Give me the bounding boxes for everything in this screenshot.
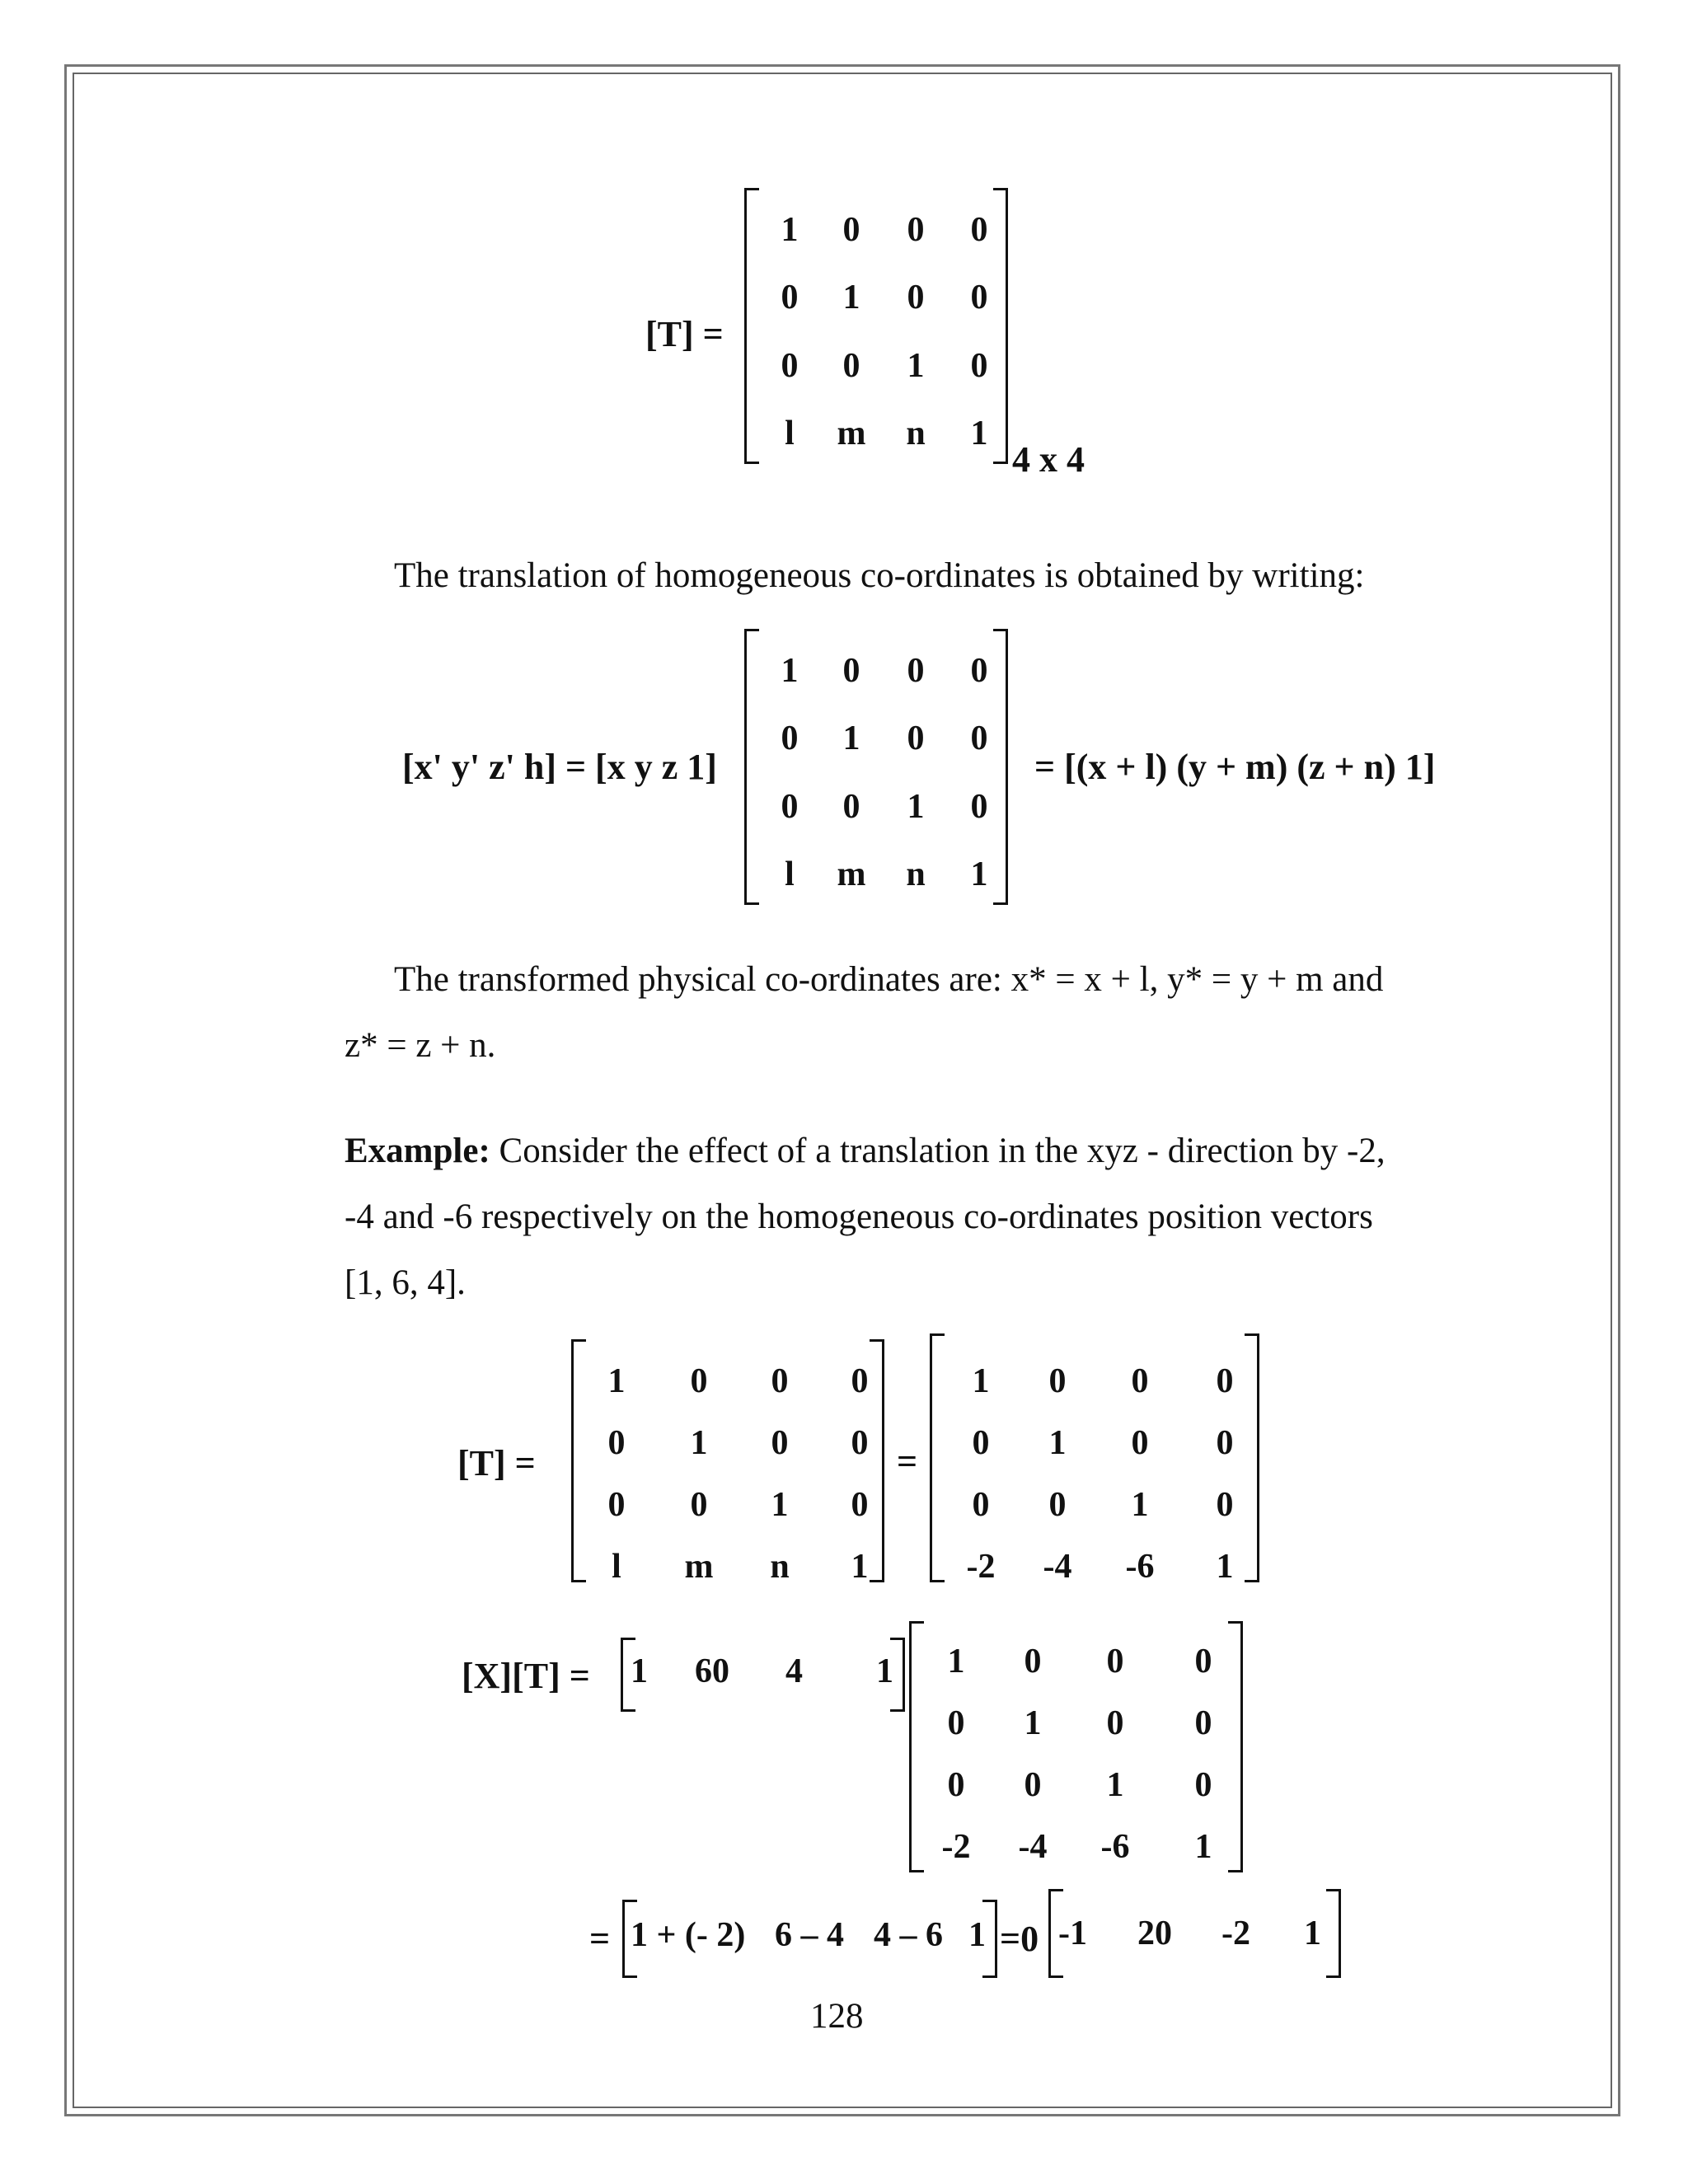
page-number: 128 [810, 1997, 864, 2036]
matrix-cell: 1 [907, 347, 925, 385]
row-cell: 6 – 4 [775, 1916, 844, 1954]
matrix-cell: m [684, 1548, 714, 1586]
homogeneous-rhs: = [(x + l) (y + m) (z + n) 1] [1034, 747, 1436, 787]
translation-matrix-numeric-2 [909, 1621, 1243, 1872]
matrix-cell: l [785, 415, 795, 452]
matrix-cell: 0 [1216, 1362, 1234, 1400]
matrix-cell: 1 [970, 855, 988, 893]
row-cell: -1 [1058, 1915, 1087, 1952]
matrix-cell: 0 [972, 1486, 990, 1524]
matrix-label-t-2: [T] = [457, 1443, 536, 1483]
matrix-cell: 0 [842, 211, 860, 249]
example-label: Example: [345, 1132, 490, 1170]
matrix-cell: 0 [970, 719, 988, 757]
matrix-cell: l [612, 1548, 621, 1586]
matrix-cell: 1 [970, 415, 988, 452]
matrix-cell: 0 [907, 719, 925, 757]
row-cell: 4 [785, 1652, 803, 1690]
matrix-cell: 0 [1216, 1486, 1234, 1524]
matrix-cell: n [906, 855, 926, 893]
row-cell: 4 – 6 [874, 1916, 943, 1954]
matrix-cell: 1 [842, 279, 860, 316]
matrix-cell: 0 [970, 347, 988, 385]
matrix-cell: 0 [690, 1362, 708, 1400]
paragraph-physical-coords-line2: z* = z + n. [345, 1026, 496, 1065]
matrix-cell: 1 [771, 1486, 789, 1524]
matrix-cell: 1 [851, 1548, 869, 1586]
matrix-cell: 1 [947, 1643, 965, 1680]
matrix-cell: n [906, 415, 926, 452]
matrix-cell: -2 [966, 1548, 996, 1586]
matrix-cell: -6 [1100, 1828, 1130, 1866]
example-line2: -4 and -6 respectively on the homogeneous co-ordinates position vectors [345, 1197, 1373, 1236]
matrix-cell: 0 [1106, 1643, 1124, 1680]
matrix-cell: 0 [1216, 1424, 1234, 1462]
matrix-cell: 0 [970, 652, 988, 690]
result-mid-equals: =0 [1000, 1919, 1039, 1959]
matrix-cell: 0 [842, 347, 860, 385]
matrix-cell: 0 [1131, 1362, 1149, 1400]
matrix-cell: 0 [690, 1486, 708, 1524]
example-text: Consider the effect of a translation in the xyz - direction by -2, [490, 1132, 1386, 1170]
matrix-cell: 0 [1194, 1704, 1212, 1742]
matrix-cell: 1 [781, 652, 799, 690]
result-prefix-equals: = [589, 1919, 611, 1959]
matrix-cell: 0 [907, 279, 925, 316]
matrix-cell: 0 [607, 1424, 626, 1462]
matrix-cell: l [785, 855, 795, 893]
row-cell: -2 [1221, 1915, 1250, 1952]
matrix-cell: 0 [947, 1766, 965, 1804]
matrix-cell: 0 [1048, 1486, 1067, 1524]
matrix-cell: 0 [1194, 1643, 1212, 1680]
result-expression-row [622, 1900, 997, 1978]
matrix-cell: -4 [1018, 1828, 1048, 1866]
matrix-cell: 1 [1194, 1828, 1212, 1866]
row-cell: 1 [1304, 1915, 1321, 1952]
row-cell: 60 [695, 1652, 729, 1690]
row-cell: 1 + (- 2) [631, 1916, 746, 1954]
paragraph-translation-intro: The translation of homogeneous co-ordinates is obtained by writing: [394, 556, 1365, 595]
matrix-cell: 1 [1106, 1766, 1124, 1804]
matrix-cell: 0 [970, 279, 988, 316]
matrix-cell: 0 [851, 1424, 869, 1462]
matrix-cell: 0 [771, 1424, 789, 1462]
matrix-cell: 0 [1048, 1362, 1067, 1400]
matrix-cell: 1 [607, 1362, 626, 1400]
matrix-cell: 0 [972, 1424, 990, 1462]
matrix-cell: -2 [941, 1828, 971, 1866]
matrix-cell: 0 [607, 1486, 626, 1524]
matrix-cell: 1 [1048, 1424, 1067, 1462]
matrix-size-subscript: 4 x 4 [1012, 439, 1085, 480]
matrix-cell: m [837, 855, 866, 893]
matrix-cell: 0 [907, 211, 925, 249]
matrix-cell: 0 [781, 719, 799, 757]
matrix-cell: 0 [842, 652, 860, 690]
translation-matrix-numeric [930, 1333, 1259, 1586]
matrix-cell: 0 [781, 279, 799, 316]
matrix-cell: 1 [1216, 1548, 1234, 1586]
position-vector-row [621, 1638, 905, 1712]
result-vector-row [1048, 1889, 1341, 1978]
matrix-cell: m [837, 415, 866, 452]
translation-matrix-generic-2 [744, 629, 1008, 905]
matrix-label-t: [T] = [645, 314, 724, 354]
matrix-cell: -6 [1125, 1548, 1155, 1586]
matrix-cell: 0 [1024, 1766, 1042, 1804]
translation-matrix-generic [744, 188, 1008, 464]
matrix-cell: 1 [1024, 1704, 1042, 1742]
matrix-cell: 0 [842, 788, 860, 826]
homogeneous-lhs: [x' y' z' h] = [x y z 1] [402, 747, 717, 787]
matrix-cell: 1 [781, 211, 799, 249]
matrix-cell: -4 [1043, 1548, 1072, 1586]
row-cell: 1 [968, 1916, 986, 1954]
paragraph-physical-coords-line1: The transformed physical co-ordinates are: x* = x + l, y* = y + m and [394, 960, 1384, 999]
matrix-cell: 0 [1024, 1643, 1042, 1680]
example-line3: [1, 6, 4]. [345, 1263, 466, 1302]
matrix-cell: 0 [1194, 1766, 1212, 1804]
right-bracket [1326, 1889, 1341, 1978]
matrix-cell: 0 [1106, 1704, 1124, 1742]
translation-matrix-generic-3 [571, 1339, 884, 1586]
matrix-cell: 0 [970, 211, 988, 249]
matrix-cell: 0 [771, 1362, 789, 1400]
matrix-cell: 0 [781, 347, 799, 385]
matrix-cell: 1 [972, 1362, 990, 1400]
matrix-cell: 1 [907, 788, 925, 826]
matrix-cell: 0 [970, 788, 988, 826]
example-line1 [345, 1133, 1386, 1169]
matrix-label-xt: [X][T] = [462, 1656, 590, 1696]
left-bracket [930, 1333, 945, 1582]
matrix-cell: 0 [781, 788, 799, 826]
row-cell: 1 [631, 1652, 648, 1690]
matrix-equals: = [897, 1441, 918, 1482]
matrix-cell: 0 [947, 1704, 965, 1742]
row-cell: 1 [876, 1652, 893, 1690]
matrix-cell: 1 [842, 719, 860, 757]
matrix-cell: 0 [851, 1486, 869, 1524]
matrix-cell: 1 [690, 1424, 708, 1462]
matrix-cell: 0 [1131, 1424, 1149, 1462]
matrix-cell: 0 [851, 1362, 869, 1400]
row-cell: 20 [1137, 1915, 1172, 1952]
matrix-cell: 1 [1131, 1486, 1149, 1524]
matrix-cell: 0 [907, 652, 925, 690]
matrix-cell: n [770, 1548, 790, 1586]
